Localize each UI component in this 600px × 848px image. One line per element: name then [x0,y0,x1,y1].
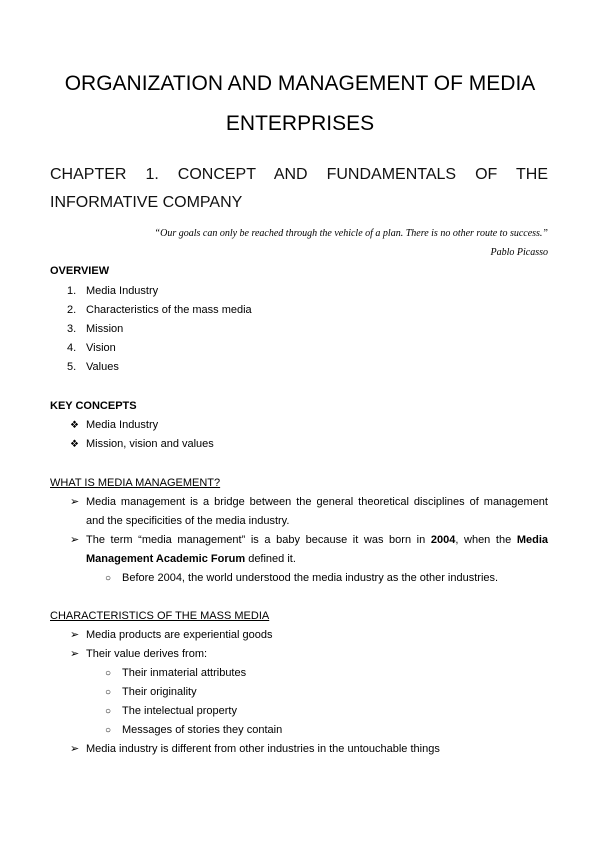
forum-emphasis: Media Management Academic Forum [86,534,548,565]
document-title-line1: ORGANIZATION AND MANAGEMENT OF MEDIA [64,72,536,95]
mass-media-item: Media products are experiential goods [86,629,273,641]
list-number: 1. [67,285,77,297]
chapter-title-line2: INFORMATIVE COMPANY [50,194,243,211]
mass-media-sub-item: Their originality [122,686,197,698]
diamond-bullet-icon: ❖ [70,439,79,450]
arrow-bullet-icon: ➢ [70,743,80,755]
mass-media-sub-item: Their inmaterial attributes [122,667,247,679]
key-concepts-heading: KEY CONCEPTS [50,400,137,412]
media-management-sub-item: Before 2004, the world understood the media industry as the other industries. [122,572,499,584]
media-management-heading: WHAT IS MEDIA MANAGEMENT? [50,477,221,489]
quote-text: “Our goals can only be reached through the vehicle of a plan. There is no other route to success.” [154,228,548,239]
mass-media-item: Media industry is different from other industries in the untouchable things [86,743,440,755]
arrow-bullet-icon: ➢ [70,648,80,660]
overview-item: Mission [86,323,124,335]
circle-bullet-icon: ○ [105,706,112,717]
arrow-bullet-icon: ➢ [70,629,80,641]
circle-bullet-icon: ○ [105,573,112,584]
paragraph-text: , when the [455,534,517,546]
key-concept-item: Media Industry [86,419,159,431]
mass-media-heading: CHARACTERISTICS OF THE MASS MEDIA [50,610,270,622]
list-number: 5. [67,361,77,373]
mass-media-sub-item: The intelectual property [122,705,237,717]
arrow-bullet-icon: ➢ [70,534,80,546]
media-management-paragraph-2 [86,531,548,569]
overview-item: Values [86,361,119,373]
document-title-line2: ENTERPRISES [225,112,375,135]
mass-media-item: Their value derives from: [86,648,208,660]
overview-heading: OVERVIEW [50,265,110,277]
paragraph-text: defined it. [245,553,296,565]
list-number: 2. [67,304,77,316]
diamond-bullet-icon: ❖ [70,420,79,431]
quote-author: Pablo Picasso [490,247,548,258]
circle-bullet-icon: ○ [105,725,112,736]
media-management-paragraph-1: Media management is a bridge between the general theoretical disciplines of management and the specificities of the media industry. [86,496,548,527]
list-number: 4. [67,342,77,354]
overview-item: Characteristics of the mass media [86,304,252,316]
circle-bullet-icon: ○ [105,668,112,679]
overview-item: Media Industry [86,285,159,297]
year-emphasis: 2004 [430,534,456,546]
paragraph-text: The term “media management” is a baby because it was born in [86,534,431,546]
list-number: 3. [67,323,77,335]
mass-media-sub-item: Messages of stories they contain [122,724,283,736]
chapter-title-line1: CHAPTER 1. CONCEPT AND FUNDAMENTALS OF THE [50,166,548,183]
arrow-bullet-icon: ➢ [70,496,80,508]
circle-bullet-icon: ○ [105,687,112,698]
overview-item: Vision [86,342,116,354]
key-concept-item: Mission, vision and values [86,438,214,450]
